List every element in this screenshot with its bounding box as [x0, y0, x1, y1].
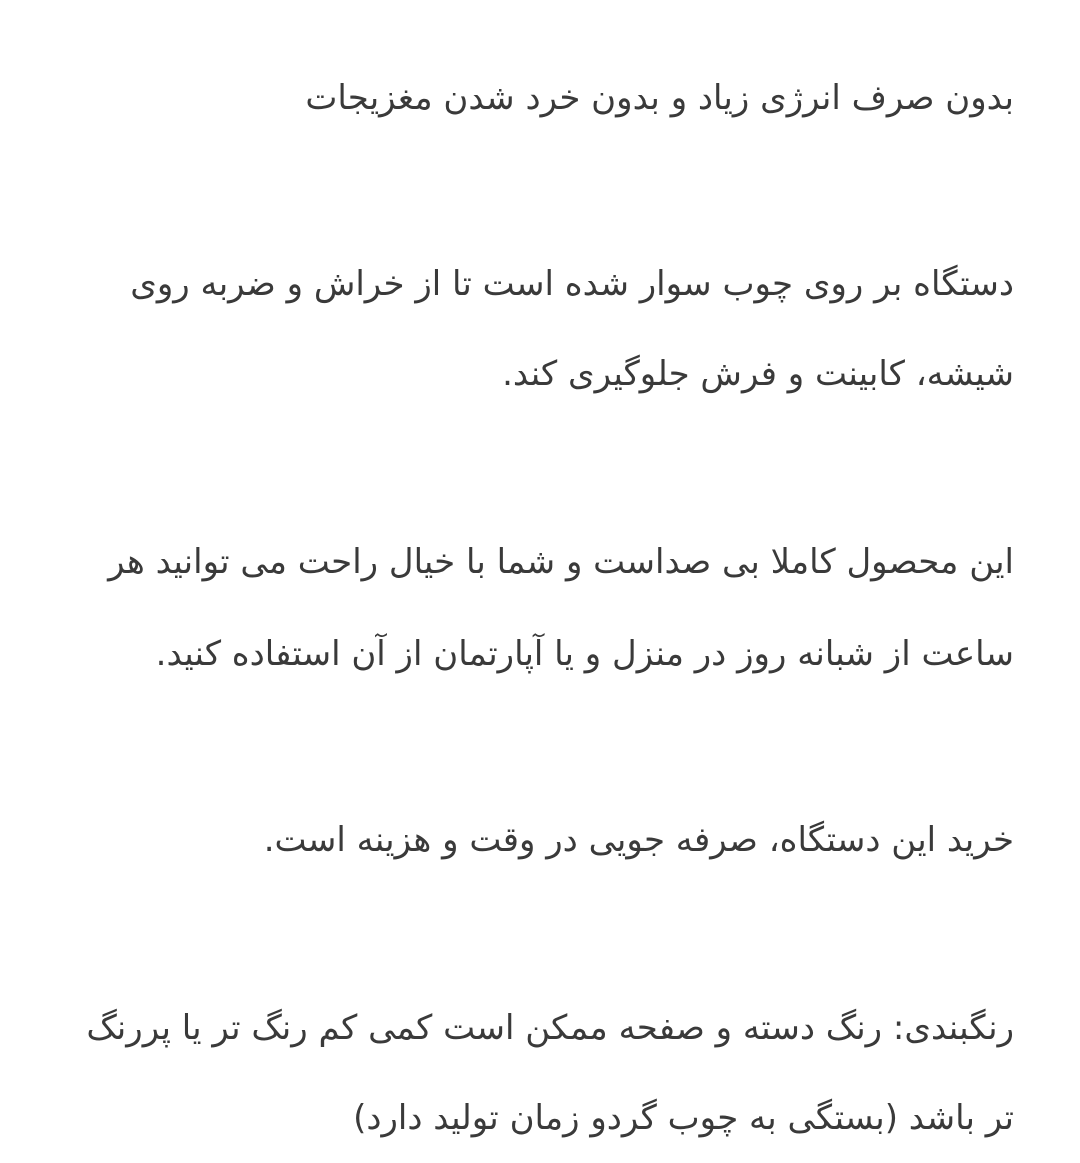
paragraph-2-line-2: شیشه، کابینت و فرش جلوگیری کند. — [502, 354, 1014, 394]
paragraph-2-line-1: دستگاه بر روی چوب سوار شده است تا از خراش و ضربه روی — [130, 264, 1014, 304]
paragraph-1-line-1: بدون صرف انرژی زیاد و بدون خرد شدن مغزیجات — [305, 78, 1014, 118]
paragraph-3-line-1: این محصول کاملا بی صداست و شما با خیال راحت می توانید هر — [108, 542, 1014, 582]
paragraph-5-line-1: رنگبندی: رنگ دسته و صفحه ممکن است کمی کم رنگ تر یا پررنگ — [86, 1008, 1014, 1048]
paragraph-5-line-2: تر باشد (بستگی به چوب گردو زمان تولید دارد) — [353, 1098, 1014, 1138]
paragraph-3-line-2: ساعت از شبانه روز در منزل و یا آپارتمان از آن استفاده کنید. — [155, 634, 1014, 674]
paragraph-4-line-1: خرید این دستگاه، صرفه جویی در وقت و هزینه است. — [263, 820, 1014, 860]
